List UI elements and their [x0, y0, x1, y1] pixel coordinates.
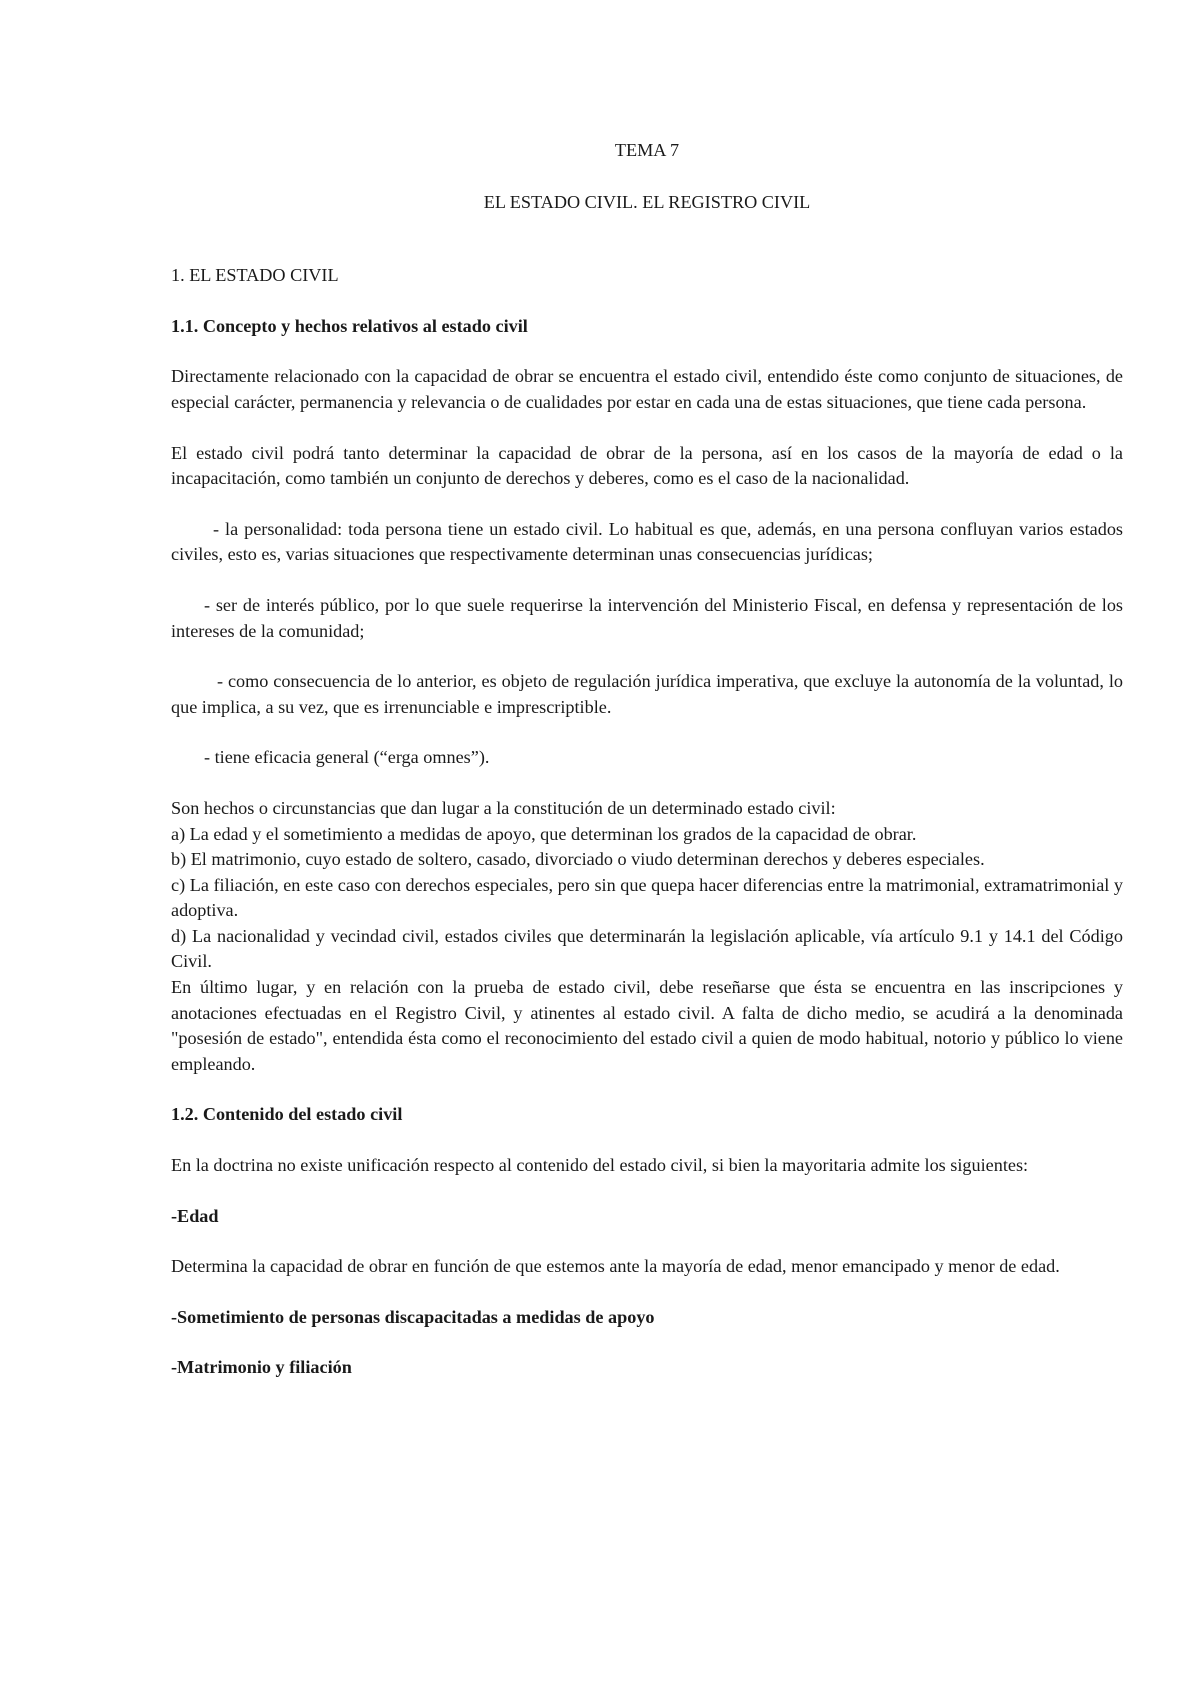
subsection-heading-1-2: 1.2. Contenido del estado civil — [171, 1104, 403, 1125]
heading-edad: -Edad — [171, 1205, 219, 1226]
list-item-c: c) La filiación, en este caso con derechos especiales, pero sin que quepa hacer diferencias entre la matrimonial, extramatrimonial y adoptiva. — [171, 874, 1123, 921]
bullet-regulacion: - como consecuencia de lo anterior, es objeto de regulación jurídica imperativa, que excluye la autonomía de la voluntad, lo que implica, a su vez, que es irrenunciable e imprescriptible. — [171, 671, 1123, 717]
paragraph-prueba: En último lugar, y en relación con la prueba de estado civil, debe reseñarse que ésta se encuentra en las inscripciones y anotaciones efectuadas en el Registro Civil, y atinentes al estado civil. A falta de dicho medio, se acudirá a la denominada "posesión de estado", entendida ésta como el reconocimiento del estado civil a quien de modo habitual, notorio y público lo viene empleando. — [171, 977, 1123, 1074]
list-item-d: d) La nacionalidad y vecindad civil, estados civiles que determinarán la legislación aplicable, vía artículo 9.1 y 14.1 del Código Civil. — [171, 925, 1123, 972]
document-page — [171, 138, 1123, 1406]
bullet-eficacia: - tiene eficacia general (“erga omnes”). — [204, 747, 490, 768]
document-title: EL ESTADO CIVIL. EL REGISTRO CIVIL — [483, 191, 811, 212]
section-heading-1: 1. EL ESTADO CIVIL — [171, 265, 339, 286]
paragraph-determinar: El estado civil podrá tanto determinar la capacidad de obrar de la persona, así en los casos de la mayoría de edad o la incapacitación, como también un conjunto de derechos y deberes, como es el caso de la nacionalidad. — [171, 442, 1123, 489]
paragraph-edad: Determina la capacidad de obrar en función de que estemos ante la mayoría de edad, menor emancipado y menor de edad. — [171, 1256, 1060, 1277]
paragraph-doctrina: En la doctrina no existe unificación respecto al contenido del estado civil, si bien la mayoritaria admite los siguientes: — [171, 1155, 1029, 1176]
heading-sometimiento: -Sometimiento de personas discapacitadas a medidas de apoyo — [171, 1306, 655, 1327]
hechos-list — [171, 796, 1123, 1078]
list-intro: Son hechos o circunstancias que dan lugar a la constitución de un determinado estado civil: — [171, 797, 836, 818]
list-item-b: b) El matrimonio, cuyo estado de soltero, casado, divorciado o viudo determinan derechos y deberes especiales. — [171, 849, 985, 870]
list-item-a: a) La edad y el sometimiento a medidas de apoyo, que determinan los grados de la capacidad de obrar. — [171, 823, 917, 844]
paragraph-concepto: Directamente relacionado con la capacidad de obrar se encuentra el estado civil, entendido éste como conjunto de situaciones, de especial carácter, permanencia y relevancia o de cualidades por estar en cada una de estas situaciones, que tiene cada persona. — [171, 366, 1123, 412]
subsection-heading-1-1: 1.1. Concepto y hechos relativos al estado civil — [171, 315, 528, 336]
heading-matrimonio: -Matrimonio y filiación — [171, 1357, 352, 1378]
bullet-personalidad: - la personalidad: toda persona tiene un estado civil. Lo habitual es que, además, en una persona confluyan varios estados civiles, esto es, varias situaciones que respectivamente determinan unas consecuencias jurídicas; — [171, 518, 1123, 565]
topic-number: TEMA 7 — [614, 140, 680, 160]
bullet-interes-publico: - ser de interés público, por lo que suele requerirse la intervención del Ministerio Fiscal, en defensa y representación de los intereses de la comunidad; — [171, 594, 1123, 641]
